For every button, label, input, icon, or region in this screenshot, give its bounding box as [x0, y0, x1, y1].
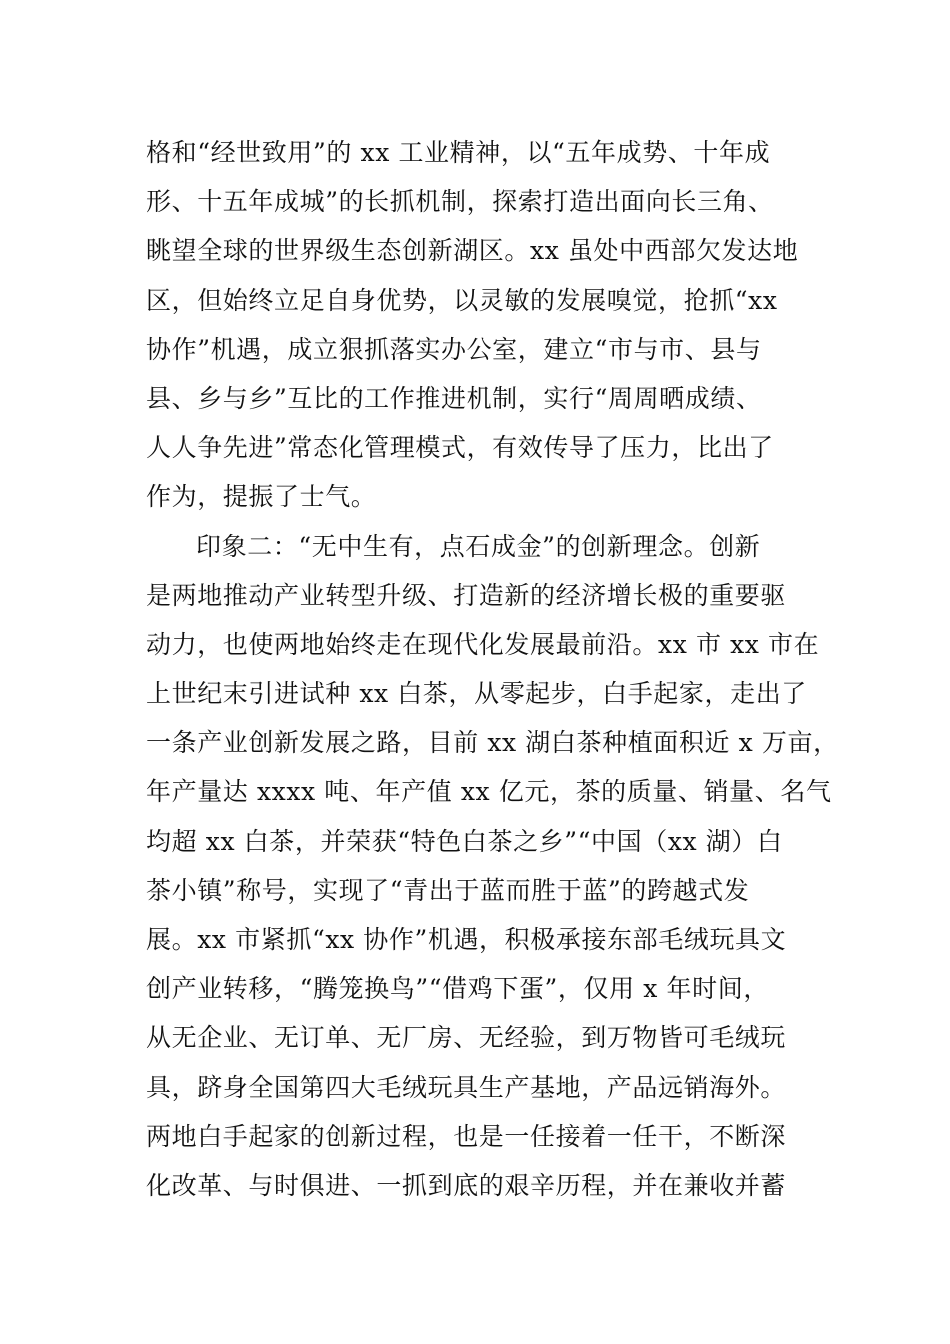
- text-line: 具，跻身全国第四大毛绒玩具生产基地，产品远销海外。: [146, 1072, 787, 1102]
- text-line: 化改革、与时俱进、一抓到底的艰辛历程，并在兼收并蓄: [146, 1170, 787, 1200]
- text-line: 形、十五年成城”的长抓机制，探索打造出面向长三角、: [146, 187, 774, 217]
- text-line: 年产量达 xxxx 吨、年产值 xx 亿元，茶的质量、销量、名气: [146, 777, 832, 807]
- text-line: 作为，提振了士气。: [146, 482, 377, 512]
- text-line: 动力，也使两地始终走在现代化发展最前沿。xx 市 xx 市在: [146, 629, 820, 659]
- text-line: 两地白手起家的创新过程，也是一任接着一任干，不断深: [146, 1121, 787, 1151]
- paragraph-start-line: 印象二：“无中生有，点石成金”的创新理念。创新: [196, 531, 761, 561]
- text-line: 从无企业、无订单、无厂房、无经验，到万物皆可毛绒玩: [146, 1023, 787, 1053]
- text-line: 眺望全球的世界级生态创新湖区。xx 虽处中西部欠发达地: [146, 236, 799, 266]
- text-line: 县、乡与乡”互比的工作推进机制，实行“周周晒成绩、: [146, 383, 762, 413]
- text-line: 茶小镇”称号，实现了“青出于蓝而胜于蓝”的跨越式发: [146, 875, 750, 905]
- text-line: 区，但始终立足自身优势，以灵敏的发展嗅觉，抢抓“xx: [146, 285, 778, 315]
- text-line: 一条产业创新发展之路，目前 xx 湖白茶种植面积近 x 万亩，: [146, 728, 839, 758]
- body-text: [146, 128, 839, 1210]
- text-line: 格和“经世致用”的 xx 工业精神，以“五年成势、十年成: [146, 138, 771, 167]
- text-line: 协作”机遇，成立狠抓落实办公室，建立“市与市、县与: [146, 334, 762, 364]
- text-line: 创产业转移，“腾笼换鸟”“借鸡下蛋”，仅用 x 年时间，: [146, 974, 769, 1004]
- text-line: 是两地推动产业转型升级、打造新的经济增长极的重要驱: [146, 580, 787, 610]
- text-line: 均超 xx 白茶，并荣获“特色白茶之乡”“中国（xx 湖）白: [146, 826, 783, 856]
- text-line: 人人争先进”常态化管理模式，有效传导了压力，比出了: [146, 433, 774, 463]
- text-line: 上世纪末引进试种 xx 白茶，从零起步，白手起家，走出了: [146, 679, 807, 709]
- text-line: 展。xx 市紧抓“xx 协作”机遇，积极承接东部毛绒玩具文: [146, 925, 787, 954]
